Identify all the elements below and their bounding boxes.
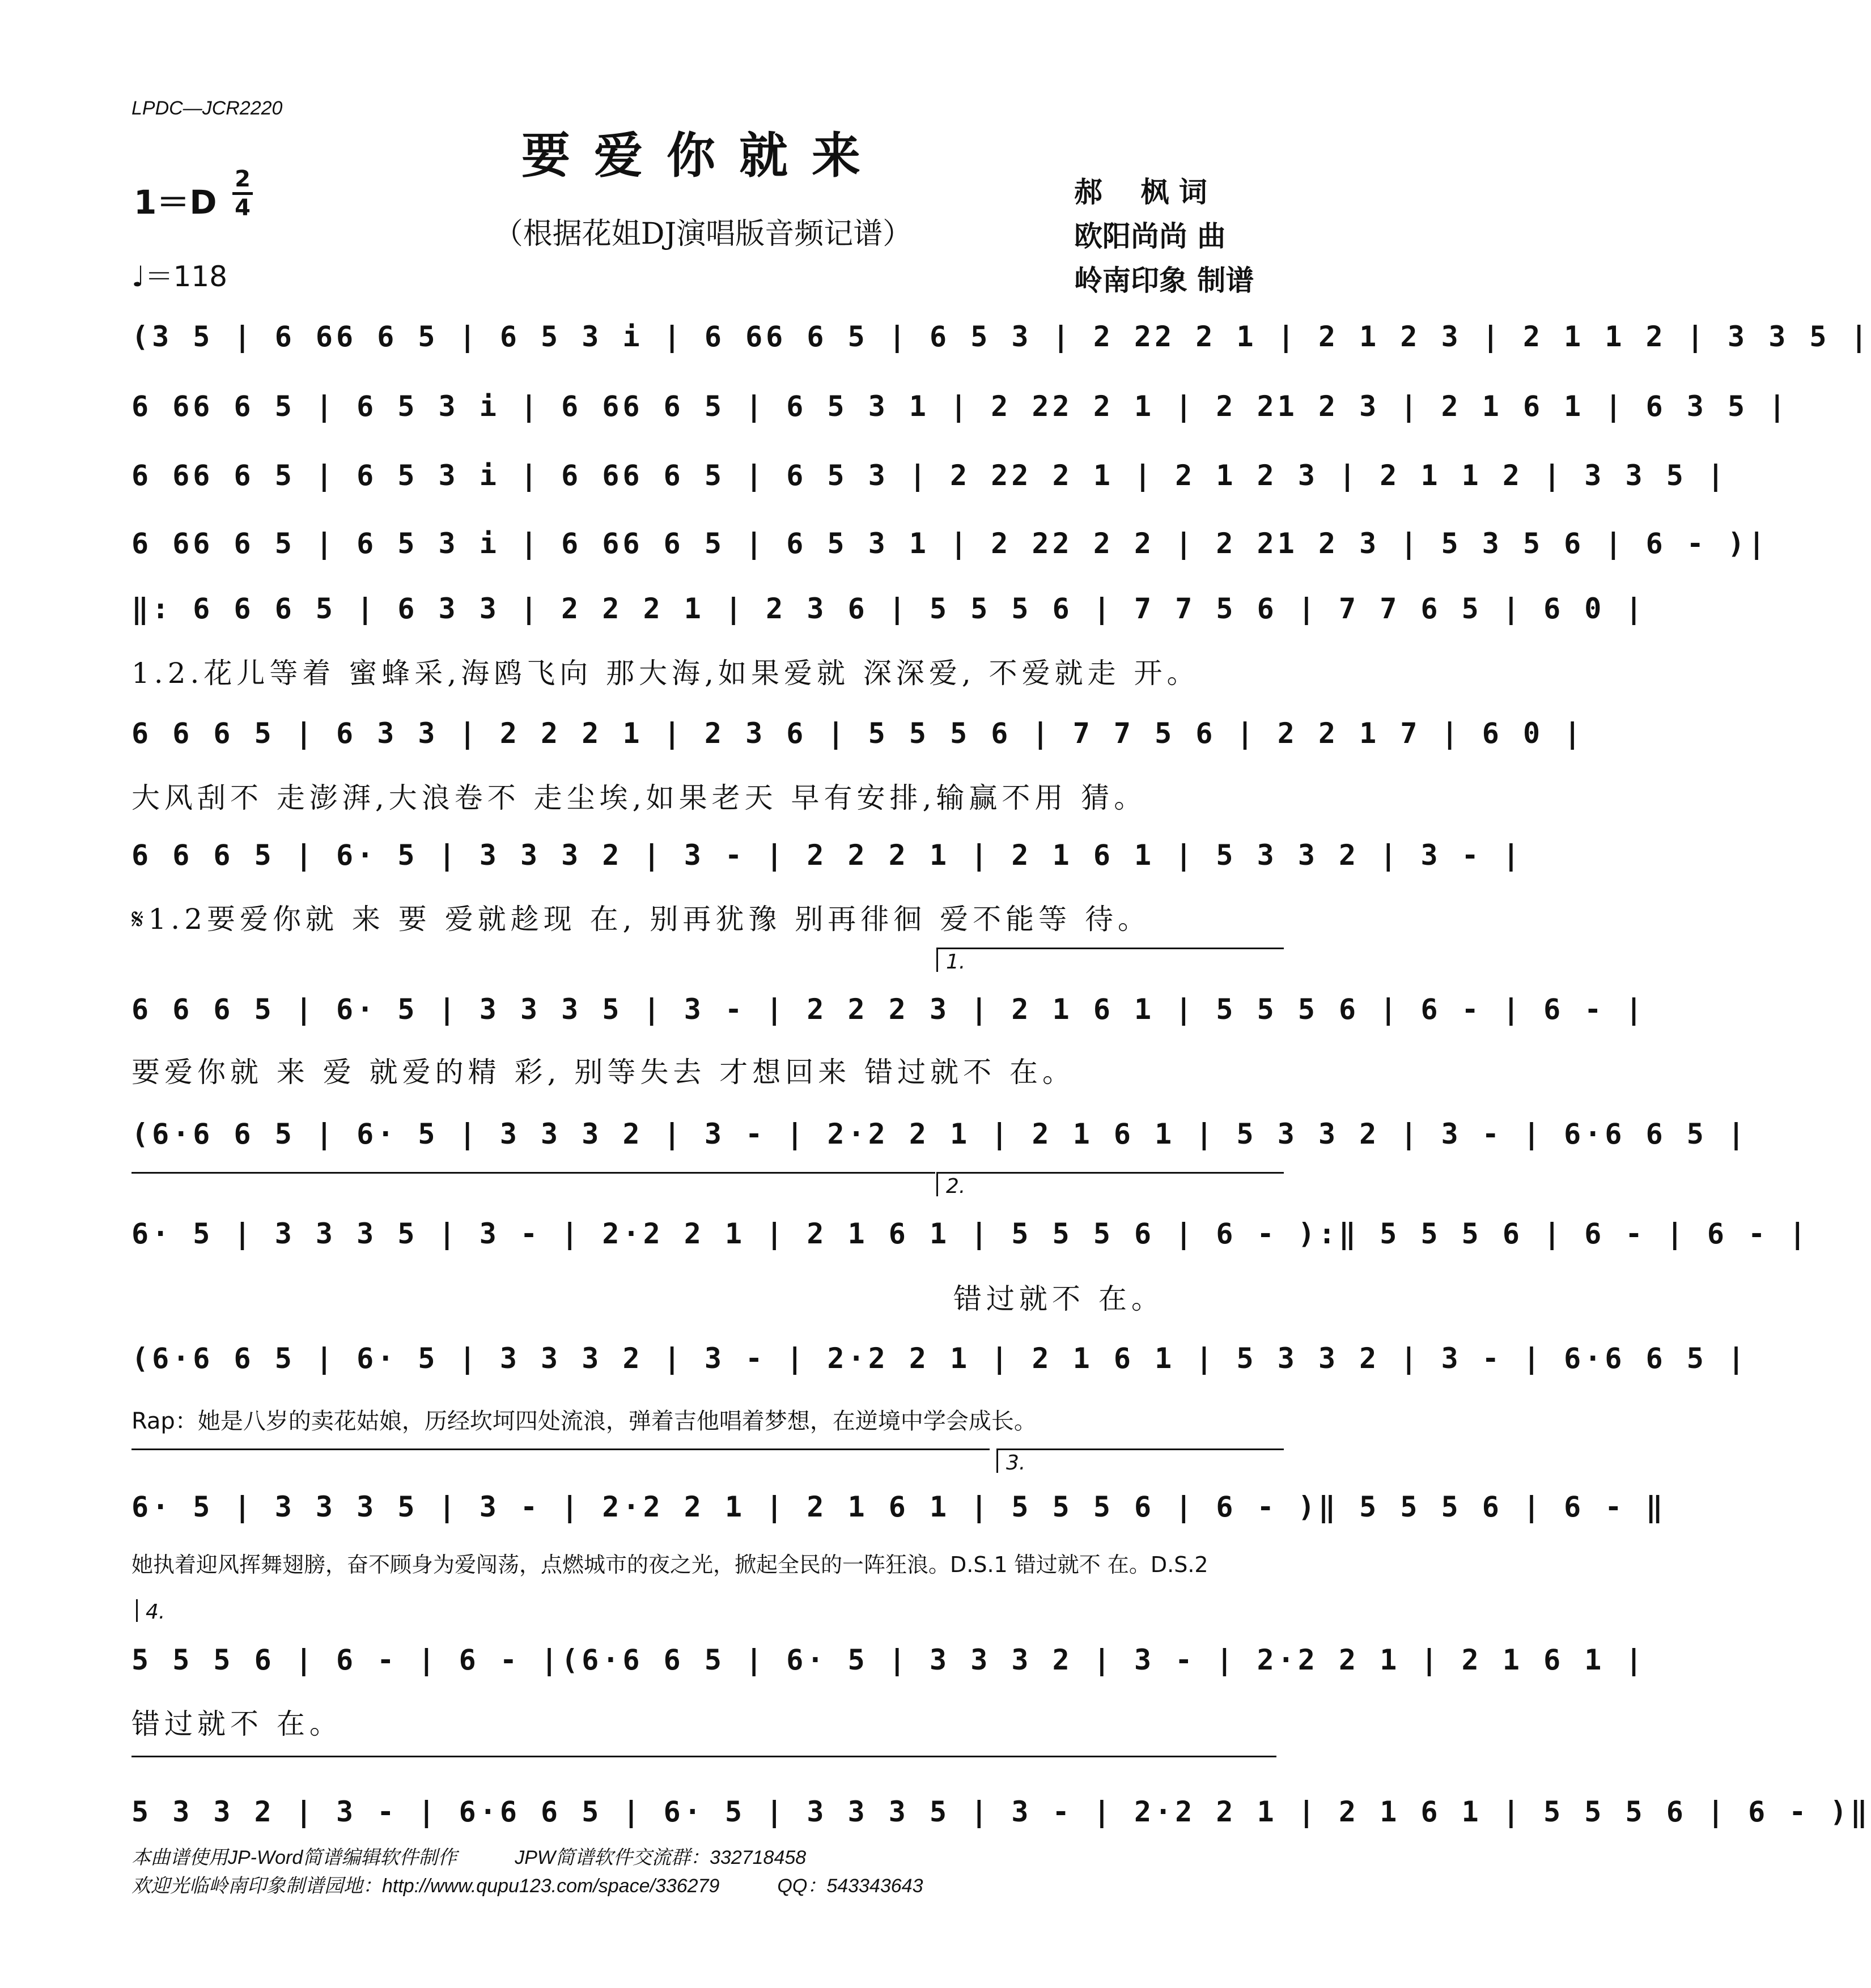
staff-line-4: 6 66 6 5 | 6 5 3 i | 6 66 6 5 | 6 5 3 1 | 2 22 2 2 | 2 21 2 3 | 5 3 5 6 | 6 - )| [131, 527, 1769, 560]
subtitle: （根据花姐DJ演唱版音频记谱） [493, 217, 913, 251]
staff-line-9: (6·6 6 5 | 6· 5 | 3 3 3 2 | 3 - | 2·2 2 1 | 2 1 6 1 | 5 3 3 2 | 3 - | 6·6 6 5 | [131, 1118, 1749, 1150]
time-signature [231, 168, 254, 219]
footer-website-note: 欢迎光临岭南印象制谱园地：http://www.qupu123.com/space/336279 QQ：543343643 [131, 1875, 923, 1897]
key-signature: 1＝D [134, 183, 217, 222]
volta-label-3: 3. [1006, 1451, 1026, 1475]
staff-line-5: ‖: 6 6 6 5 | 6 3 3 | 2 2 2 1 | 2 3 6 | 5 5 5 6 | 7 7 5 6 | 7 7 6 5 | 6 0 | [131, 592, 1646, 625]
volta-bracket-3 [996, 1448, 1284, 1473]
composer: 欧阳尚尚 曲 [1074, 219, 1226, 253]
staff-line-11: (6·6 6 5 | 6· 5 | 3 3 3 2 | 3 - | 2·2 2 1 | 2 1 6 1 | 5 3 3 2 | 3 - | 6·6 6 5 | [131, 1342, 1749, 1375]
ending-rule-2 [131, 1448, 990, 1450]
volta-label-1: 1. [946, 950, 966, 974]
staff-line-1: (3 5 | 6 66 6 5 | 6 5 3 i | 6 66 6 5 | 6 5 3 | 2 22 2 1 | 2 1 2 3 | 2 1 1 2 | 3 3 5 | [131, 320, 1871, 353]
staff-line-10: 6· 5 | 3 3 3 5 | 3 - | 2·2 2 1 | 2 1 6 1 | 5 5 5 6 | 6 - ):‖ 5 5 5 6 | 6 - | 6 - | [131, 1217, 1810, 1250]
volta-bracket-1 [936, 948, 1284, 972]
staff-line-13: 5 5 5 6 | 6 - | 6 - |(6·6 6 5 | 6· 5 | 3 3 3 2 | 3 - | 2·2 2 1 | 2 1 6 1 | [131, 1643, 1646, 1676]
staff-line-6: 6 6 6 5 | 6 3 3 | 2 2 2 1 | 2 3 6 | 5 5 5 6 | 7 7 5 6 | 2 2 1 7 | 6 0 | [131, 717, 1585, 750]
lyric-line-12: 她执着迎风挥舞翅膀，奋不顾身为爱闯荡，点燃城市的夜之光，掀起全民的一阵狂浪。D.S.1 错过就不 在。D.S.2 [131, 1552, 1208, 1577]
volta-label-4: 4. [146, 1600, 166, 1624]
lyric-line-13: 错过就不 在。 [131, 1707, 342, 1740]
score-code: LPDC—JCR2220 [131, 97, 283, 119]
footer-software-note: 本曲谱使用JP-Word简谱编辑软件制作 JPW简谱软件交流群：332718458 [131, 1847, 807, 1868]
staff-line-2: 6 66 6 5 | 6 5 3 i | 6 66 6 5 | 6 5 3 1 | 2 22 2 1 | 2 21 2 3 | 2 1 6 1 | 6 3 5 | [131, 390, 1789, 423]
staff-line-12: 6· 5 | 3 3 3 5 | 3 - | 2·2 2 1 | 2 1 6 1 | 5 5 5 6 | 6 - )‖ 5 5 5 6 | 6 - ‖ [131, 1490, 1666, 1523]
lyric-line-8: 要爱你就 来 爱 就爱的精 彩, 别等失去 才想回来 错过就不 在。 [131, 1056, 1076, 1089]
lyric-line-10: 错过就不 在。 [953, 1282, 1164, 1315]
lyric-line-7: 𝄋1.2要爱你就 来 要 爱就趁现 在, 别再犹豫 别再徘徊 爱不能等 待。 [131, 903, 1151, 936]
ending-rule-3 [131, 1756, 1276, 1757]
staff-line-8: 6 6 6 5 | 6· 5 | 3 3 3 5 | 3 - | 2 2 2 3 | 2 1 6 1 | 5 5 5 6 | 6 - | 6 - | [131, 993, 1646, 1026]
volta-bracket-2 [936, 1172, 1284, 1196]
staff-line-7: 6 6 6 5 | 6· 5 | 3 3 3 2 | 3 - | 2 2 2 1 | 2 1 6 1 | 5 3 3 2 | 3 - | [131, 839, 1523, 872]
lyric-line-5: 1.2.花儿等着 蜜蜂采,海鸥飞向 那大海,如果爱就 深深爱, 不爱就走 开。 [131, 657, 1200, 690]
meter-top: 2 [235, 166, 251, 192]
lyric-line-11: Rap：她是八岁的卖花姑娘，历经坎坷四处流浪，弹着吉他唱着梦想，在逆境中学会成长。 [131, 1408, 1037, 1434]
lyric-line-6: 大风刮不 走澎湃,大浪卷不 走尘埃,如果老天 早有安排,输赢不用 猜。 [131, 781, 1147, 814]
page-title: 要爱你就来 [521, 127, 884, 184]
meter-bottom: 4 [235, 195, 251, 221]
staff-line-14: 5 3 3 2 | 3 - | 6·6 6 5 | 6· 5 | 3 3 3 5 | 3 - | 2·2 2 1 | 2 1 6 1 | 5 5 5 6 | 6 - )‖ [131, 1795, 1871, 1828]
ending-rule-1 [131, 1172, 935, 1174]
transcriber: 岭南印象 制谱 [1074, 264, 1254, 297]
staff-line-3: 6 66 6 5 | 6 5 3 i | 6 66 6 5 | 6 5 3 | 2 22 2 1 | 2 1 2 3 | 2 1 1 2 | 3 3 5 | [131, 459, 1728, 492]
volta-bracket-4 [136, 1599, 421, 1622]
volta-label-2: 2. [946, 1175, 966, 1198]
tempo-marking: ♩＝118 [131, 260, 228, 293]
lyricist: 郝 枫 词 [1074, 175, 1207, 209]
credits [1074, 170, 1254, 303]
